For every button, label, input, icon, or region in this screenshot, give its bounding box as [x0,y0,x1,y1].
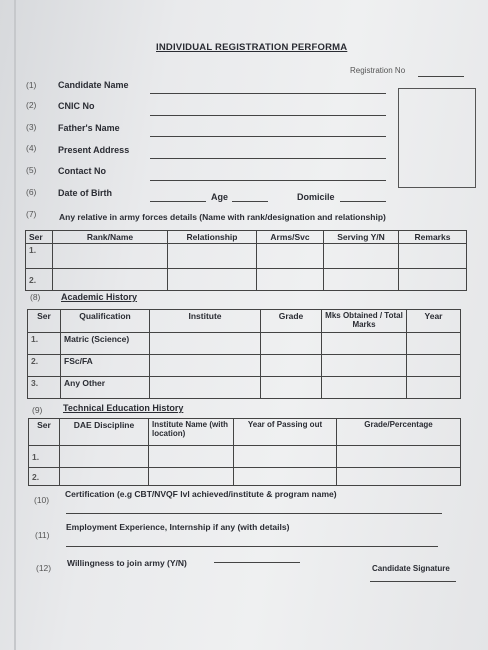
form-title: INDIVIDUAL REGISTRATION PERFORMA [156,42,348,53]
table-cell[interactable] [168,244,257,269]
age-label: Age [211,192,229,202]
table-cell[interactable] [60,446,149,468]
row-ser: 2. [28,355,61,377]
candidate-name-label: Candidate Name [58,80,129,90]
qualification-cell: Any Other [61,377,150,399]
row-ser: 1. [29,446,60,468]
col-header: Serving Y/N [324,231,399,244]
table-cell[interactable] [60,468,149,486]
paper-fold [14,0,16,650]
table-header-row [28,310,461,333]
contact-no-label: Contact No [58,166,106,176]
field-number: (8) [30,292,41,302]
col-header: Ser [28,310,61,333]
candidate-name-line[interactable] [150,93,386,94]
col-header: Qualification [61,310,150,333]
relatives-table [25,230,467,291]
table-cell[interactable] [234,468,337,486]
row-ser: 1. [28,333,61,355]
table-cell[interactable] [407,355,461,377]
col-header: Year of Passing out [234,419,337,446]
present-address-label: Present Address [58,145,130,155]
table-row [28,377,461,399]
row-ser: 3. [28,377,61,399]
table-cell[interactable] [261,377,322,399]
col-header: Grade/Percentage [337,419,461,446]
academic-history-heading: Academic History [61,292,138,302]
certification-label: Certification (e.g CBT/NVQF lvl achieved/institute & program name) [65,489,337,499]
table-cell[interactable] [168,269,257,291]
present-address-line[interactable] [150,158,386,159]
col-header: Relationship [168,231,257,244]
field-number: (11) [35,530,50,540]
table-cell[interactable] [149,446,234,468]
technical-history-heading: Technical Education History [63,403,184,413]
employment-label: Employment Experience, Internship if any (with details) [66,522,290,532]
col-header: Institute Name (with location) [149,419,234,446]
dob-label: Date of Birth [58,188,112,198]
qualification-cell: FSc/FA [61,355,150,377]
table-cell[interactable] [322,333,407,355]
contact-no-line[interactable] [150,180,386,181]
table-row [26,269,467,291]
signature-line[interactable] [370,581,456,582]
col-header: Rank/Name [53,231,168,244]
table-cell[interactable] [261,333,322,355]
col-header: Grade [261,310,322,333]
table-header-row [29,419,461,446]
table-cell[interactable] [261,355,322,377]
certification-line[interactable] [66,513,442,514]
table-cell[interactable] [407,333,461,355]
table-row [26,244,467,269]
table-cell[interactable] [234,446,337,468]
row-ser: 1. [26,244,53,269]
field-number: (1) [26,80,37,90]
field-number: (10) [34,495,50,505]
table-cell[interactable] [324,244,399,269]
col-header: Arms/Svc [257,231,324,244]
dob-line[interactable] [150,201,206,202]
table-cell[interactable] [337,446,461,468]
table-cell[interactable] [150,377,261,399]
col-header: Year [407,310,461,333]
table-cell[interactable] [322,377,407,399]
col-header: Institute [150,310,261,333]
relatives-label: Any relative in army forces details (Name with rank/designation and relationship) [59,212,386,222]
fathers-name-label: Father's Name [58,123,120,133]
table-cell[interactable] [257,269,324,291]
table-row [29,468,461,486]
table-cell[interactable] [407,377,461,399]
cnic-line[interactable] [150,115,386,116]
col-header: DAE Discipline [60,419,149,446]
field-number: (3) [26,122,37,132]
table-cell[interactable] [322,355,407,377]
col-header: Ser [29,419,60,446]
table-cell[interactable] [337,468,461,486]
field-number: (12) [36,563,52,573]
qualification-cell: Matric (Science) [61,333,150,355]
table-cell[interactable] [150,355,261,377]
domicile-label: Domicile [297,192,335,202]
registration-no-label: Registration No [350,66,406,75]
table-cell[interactable] [399,244,467,269]
table-row [28,355,461,377]
table-cell[interactable] [53,244,168,269]
field-number: (9) [32,405,43,415]
table-cell[interactable] [324,269,399,291]
col-header: Ser [26,231,53,244]
table-cell[interactable] [399,269,467,291]
row-ser: 2. [26,269,53,291]
row-ser: 2. [29,468,60,486]
photo-box [398,88,476,188]
table-row [28,333,461,355]
employment-line[interactable] [66,546,438,547]
table-cell[interactable] [257,244,324,269]
field-number: (2) [26,100,37,110]
table-row [29,446,461,468]
table-header-row [26,231,467,244]
field-number: (5) [26,165,37,175]
willingness-line[interactable] [214,562,300,563]
field-number: (4) [26,143,37,153]
table-cell[interactable] [150,333,261,355]
field-number: (7) [26,209,37,219]
table-cell[interactable] [149,468,234,486]
age-line[interactable] [232,201,268,202]
academic-table [27,309,461,399]
col-header: Remarks [399,231,467,244]
registration-no-line[interactable] [418,76,464,77]
col-header: Mks Obtained / Total Marks [322,310,407,333]
table-cell[interactable] [53,269,168,291]
field-number: (6) [26,187,37,197]
technical-table [28,418,461,486]
fathers-name-line[interactable] [150,136,386,137]
candidate-signature-label: Candidate Signature [372,564,450,573]
domicile-line[interactable] [340,201,386,202]
cnic-label: CNIC No [58,101,95,111]
willingness-label: Willingness to join army (Y/N) [67,558,187,568]
